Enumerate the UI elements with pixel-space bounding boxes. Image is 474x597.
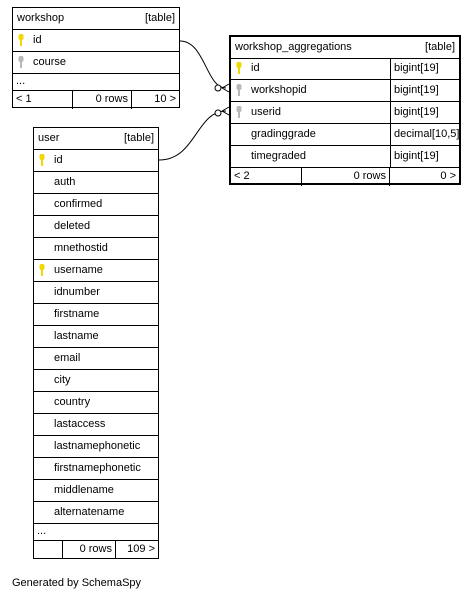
column-type: bigint[19] bbox=[390, 80, 459, 101]
row-count: 0 rows bbox=[72, 91, 132, 109]
table-kind: [table] bbox=[425, 41, 455, 53]
column-name: idnumber bbox=[54, 286, 100, 298]
column-name: id bbox=[33, 34, 42, 46]
column-name: lastaccess bbox=[54, 418, 106, 430]
column-name: city bbox=[54, 374, 71, 386]
relationship-user-to-aggregations bbox=[159, 111, 226, 160]
column-name: middlename bbox=[54, 484, 114, 496]
column-name: gradinggrade bbox=[251, 128, 316, 140]
more-columns: ... bbox=[16, 75, 26, 87]
column-name: workshopid bbox=[251, 84, 307, 96]
table-name: workshop bbox=[17, 12, 65, 24]
relationship-workshop-to-aggregations bbox=[180, 41, 226, 88]
more-columns: ... bbox=[37, 525, 47, 537]
column-name: firstnamephonetic bbox=[54, 462, 141, 474]
children-link[interactable]: 0 > bbox=[440, 170, 456, 182]
parents-link[interactable]: < 2 bbox=[234, 170, 250, 182]
generated-by-label: Generated by SchemaSpy bbox=[12, 577, 142, 589]
table-name: user bbox=[38, 132, 60, 144]
children-link[interactable]: 10 > bbox=[154, 93, 176, 105]
column-name: id bbox=[251, 62, 260, 74]
column-name: country bbox=[54, 396, 91, 408]
row-count: 0 rows bbox=[301, 168, 390, 186]
column-type: bigint[19] bbox=[390, 102, 459, 123]
optional-marker bbox=[215, 110, 221, 116]
row-count: 0 rows bbox=[62, 541, 116, 559]
column-name: auth bbox=[54, 176, 76, 188]
column-name: userid bbox=[251, 106, 281, 118]
column-name: mnethostid bbox=[54, 242, 108, 254]
column-name: alternatename bbox=[54, 506, 125, 518]
table-name: workshop_aggregations bbox=[235, 41, 352, 53]
column-name: deleted bbox=[54, 220, 91, 232]
column-name: email bbox=[54, 352, 81, 364]
column-name: firstname bbox=[54, 308, 100, 320]
table-kind: [table] bbox=[124, 132, 154, 144]
column-name: lastname bbox=[54, 330, 99, 342]
column-name: id bbox=[54, 154, 63, 166]
column-type: decimal[10,5] bbox=[390, 124, 459, 145]
children-link[interactable]: 109 > bbox=[127, 543, 155, 555]
table-kind: [table] bbox=[145, 12, 175, 24]
column-name: timegraded bbox=[251, 150, 307, 162]
column-type: bigint[19] bbox=[390, 146, 459, 167]
column-type: bigint[19] bbox=[390, 58, 459, 79]
column-name: username bbox=[54, 264, 103, 276]
parents-link[interactable]: < 1 bbox=[16, 93, 32, 105]
optional-marker bbox=[215, 85, 221, 91]
column-name: lastnamephonetic bbox=[54, 440, 141, 452]
column-name: course bbox=[33, 56, 67, 68]
column-name: confirmed bbox=[54, 198, 103, 210]
